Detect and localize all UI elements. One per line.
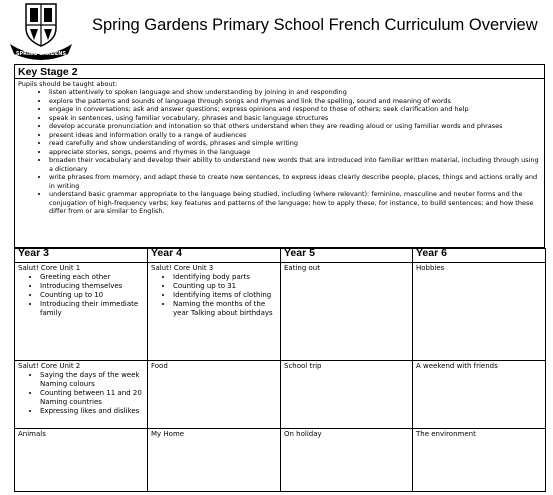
unit-title: Salut! Core Unit 2 (18, 362, 81, 370)
list-item: • Saying the days of the week Naming colours (40, 371, 144, 389)
key-stage-box (14, 64, 545, 248)
list-item: • Introducing their immediate family (40, 300, 144, 318)
key-stage-intro: Pupils should be taught about: (18, 80, 118, 88)
list-item: • Counting up to 10 (40, 291, 144, 300)
unit-title: My Home (151, 430, 185, 438)
unit-title: Salut! Core Unit 1 (18, 264, 81, 272)
grid-header-row (15, 249, 546, 263)
year-3-header: Year 3 (15, 249, 148, 263)
objective-item: • broaden their vocabulary and develop their ability to understand new words that are introduced into familiar written material, including through using a dictionary (49, 156, 540, 173)
unit-title: Animals (18, 430, 46, 438)
school-crest-logo (8, 2, 74, 60)
unit-title: Salut! Core Unit 3 (151, 264, 214, 272)
unit-cell (413, 429, 546, 492)
unit-cell (148, 361, 281, 429)
list-item: • Identifying body parts (173, 273, 277, 282)
list-item: • Greeting each other (40, 273, 144, 282)
table-row (15, 361, 546, 429)
year-5-header: Year 5 (281, 249, 413, 263)
unit-title: Food (151, 362, 168, 370)
objective-item: • understand basic grammar appropriate to the language being studied, including (where relevant): feminine, masculine and neuter forms and the conjugation of high-frequency verbs; key features and patterns of the language; how to apply these, for instance, to build sentences; and how these differ from or are similar to English. (49, 190, 540, 216)
unit-cell (281, 361, 413, 429)
page-header (0, 0, 553, 62)
objective-item: • engage in conversations; ask and answer questions; express opinions and respond to those of others; seek clarification and help (49, 105, 540, 114)
unit-cell (148, 263, 281, 361)
objective-item: • appreciate stories, songs, poems and rhymes in the language (49, 148, 540, 157)
year-4-header: Year 4 (148, 249, 281, 263)
list-item: • Expressing likes and dislikes (40, 407, 144, 416)
unit-cell (413, 263, 546, 361)
objective-item: • read carefully and show understanding of words, phrases and simple writing (49, 139, 540, 148)
list-item: • Naming the months of the year Talking about birthdays (173, 300, 277, 318)
table-row (15, 263, 546, 361)
key-stage-objectives (15, 88, 544, 216)
unit-cell (281, 429, 413, 492)
unit-cell (15, 429, 148, 492)
objective-item: • explore the patterns and sounds of language through songs and rhymes and link the spelling, sound and meaning of words (49, 97, 540, 106)
unit-cell (413, 361, 546, 429)
curriculum-grid (14, 248, 546, 492)
unit-topics (18, 371, 144, 416)
objective-item: • listen attentively to spoken language and show understanding by joining in and responding (49, 88, 540, 97)
unit-cell (148, 429, 281, 492)
list-item: • Counting up to 31 (173, 282, 277, 291)
unit-title: Eating out (284, 264, 320, 272)
objective-item: • develop accurate pronunciation and intonation so that others understand when they are reading aloud or using familiar words and phrases (49, 122, 540, 131)
unit-cell (281, 263, 413, 361)
unit-topics (18, 273, 144, 318)
unit-title: Hobbies (416, 264, 445, 272)
year-6-header: Year 6 (413, 249, 546, 263)
unit-title: School trip (284, 362, 322, 370)
table-row (15, 429, 546, 492)
unit-title: The environment (416, 430, 476, 438)
unit-cell (15, 361, 148, 429)
unit-title: On holiday (284, 430, 322, 438)
objective-item: • write phrases from memory, and adapt these to create new sentences, to express ideas clearly describe people, places, things and actions orally and in writing (49, 173, 540, 190)
key-stage-title: Key Stage 2 (15, 65, 544, 79)
list-item: • Counting between 11 and 20 Naming countries (40, 389, 144, 407)
logo-text: SPRING GARDENS (15, 51, 67, 57)
objective-item: • present ideas and information orally to a range of audiences (49, 131, 540, 140)
objective-item: • speak in sentences, using familiar vocabulary, phrases and basic language structures (49, 114, 540, 123)
unit-topics (151, 273, 277, 318)
unit-cell (15, 263, 148, 361)
list-item: • Introducing themselves (40, 282, 144, 291)
page-title: Spring Gardens Primary School French Curriculum Overview (92, 16, 538, 34)
list-item: • Identifying items of clothing (173, 291, 277, 300)
unit-title: A weekend with friends (416, 362, 498, 370)
